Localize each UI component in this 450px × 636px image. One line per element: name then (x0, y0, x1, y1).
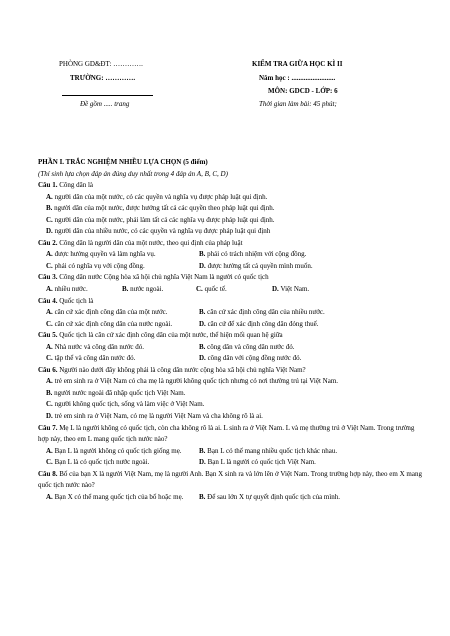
option-1b[interactable] (38, 203, 426, 215)
option-label: C. (46, 400, 53, 409)
subject-label: MÔN: GDCD - LỚP: 6 (268, 87, 338, 95)
question-4 (38, 296, 426, 308)
exam-title: KIỂM TRA GIỮA HỌC KÌ II (252, 60, 343, 68)
option-text: nước ngoài. (130, 285, 164, 294)
options-2 (38, 249, 426, 272)
option-text: Để sau lớn X tự quyết định quốc tịch của mình. (207, 492, 341, 501)
option-6c[interactable] (38, 399, 426, 411)
option-text: trẻ em sinh ra ở Việt Nam, có mẹ là người Việt Nam và cha không rõ là ai. (54, 412, 263, 421)
question-2 (38, 238, 426, 250)
option-text: công dân và công dân nước đó. (207, 342, 295, 351)
option-text: được hưởng quyền và làm nghĩa vụ. (54, 250, 156, 259)
option-7c[interactable] (46, 457, 199, 469)
option-1d[interactable] (38, 226, 426, 238)
option-label: A. (46, 285, 53, 294)
option-text: Nhà nước và công dân nước đó. (54, 342, 145, 351)
page-count-label: Đề gồm ..... trang (80, 100, 130, 108)
option-text: căn cứ xác định công dân của một nước. (54, 308, 168, 317)
option-text: Bạn X có thể mang quốc tịch của bố hoặc mẹ. (54, 492, 184, 501)
option-2a[interactable] (46, 249, 199, 261)
option-5b[interactable] (199, 342, 399, 354)
option-4b[interactable] (199, 307, 399, 319)
options-8 (38, 492, 426, 504)
question-text: Công dân nước Cộng hòa xã hội chủ nghĩa Việt Nam là người có quốc tịch (59, 273, 269, 282)
option-8b[interactable] (199, 492, 399, 504)
option-text: Bạn L là người có quốc tịch Việt Nam. (207, 458, 316, 467)
option-4a[interactable] (46, 307, 199, 319)
option-1c[interactable] (38, 215, 426, 227)
option-3d[interactable] (272, 284, 352, 296)
option-text: tập thể và công dân nước đó. (54, 354, 136, 363)
option-text: Bạn L có thể mang nhiều quốc tịch khác nhau. (207, 446, 338, 455)
time-allowed-label: Thời gian làm bài: 45 phút; (259, 100, 337, 108)
option-text: người dân của một nước, phải làm tất cả các nghĩa vụ được pháp luật qui định. (54, 215, 275, 224)
question-3 (38, 272, 426, 284)
option-3a[interactable] (46, 284, 122, 296)
question-number: Câu 5. (38, 331, 58, 340)
option-7b[interactable] (199, 446, 399, 458)
option-text: căn cứ để xác định công dân đóng thuế. (207, 319, 319, 328)
option-text: phải có nghĩa vụ với cộng đồng. (54, 261, 145, 270)
option-5a[interactable] (46, 342, 199, 354)
option-text: căn cứ xác định công dân của nước ngoài. (54, 319, 173, 328)
education-office-label: PHÒNG GD&ĐT: …………. (59, 60, 143, 68)
question-number: Câu 6. (38, 365, 58, 374)
question-text: Quốc tịch là (59, 296, 94, 305)
option-label: A. (46, 250, 53, 259)
option-text: căn cứ xác định công dân của nhiều nước. (207, 308, 325, 317)
question-number: Câu 8. (38, 469, 58, 478)
option-text: người dân của một nước, có các quyền và nghĩa vụ được pháp luật qui định. (54, 192, 268, 201)
option-text: công dân với cộng đồng nước đó. (207, 354, 302, 363)
option-label: A. (46, 492, 53, 501)
question-text: Công dân là người dân của một nước, theo qui định của pháp luật (59, 238, 243, 247)
question-text: Mẹ L là người không có quốc tịch, còn cha không rõ là ai. L sinh ra ở Việt Nam. L và mẹ thường trú ở Việt Nam. Trong trường hợp này, theo em L mang quốc tịch nước nào? (38, 423, 415, 444)
option-label: A. (46, 342, 53, 351)
option-text: Bạn L là người không có quốc tịch giống mẹ. (54, 446, 182, 455)
option-label: C. (196, 285, 203, 294)
option-text: Việt Nam. (280, 285, 310, 294)
header-left-rule (62, 95, 153, 96)
options-3 (38, 284, 426, 296)
option-label: C. (46, 319, 53, 328)
question-text: Người nào dưới đây không phải là công dân nước cộng hòa xã hội chủ nghĩa Việt Nam? (59, 365, 306, 374)
question-1 (38, 180, 426, 192)
option-text: người nước ngoài đã nhập quốc tịch Việt Nam. (54, 388, 186, 397)
options-5 (38, 342, 426, 365)
option-label: A. (46, 446, 53, 455)
question-number: Câu 4. (38, 296, 58, 305)
question-number: Câu 2. (38, 238, 58, 247)
option-label: B. (46, 204, 53, 213)
option-2b[interactable] (199, 249, 399, 261)
exam-body (38, 157, 426, 503)
question-number: Câu 3. (38, 273, 58, 282)
option-4d[interactable] (199, 319, 399, 331)
option-label: D. (46, 227, 53, 236)
option-2d[interactable] (199, 261, 399, 273)
option-label: D. (199, 354, 206, 363)
option-6a[interactable] (38, 376, 426, 388)
option-text: Bạn L là có quốc tịch nước ngoài. (54, 458, 150, 467)
option-text: người không quốc tịch, sống và làm việc ở Việt Nam. (54, 400, 205, 409)
school-label: TRƯỜNG: …………. (70, 74, 136, 82)
option-6d[interactable] (38, 411, 426, 423)
option-text: quốc tế. (204, 285, 227, 294)
option-label: B. (46, 388, 53, 397)
option-label: A. (46, 192, 53, 201)
option-label: D. (199, 261, 206, 270)
option-label: A. (46, 377, 53, 386)
option-label: D. (199, 458, 206, 467)
option-text: trẻ em sinh ra ở Việt Nam có cha mẹ là người không quốc tịch nhưng có nơi thường trú tại Việt Nam. (54, 377, 339, 386)
option-8a[interactable] (46, 492, 199, 504)
option-7d[interactable] (199, 457, 399, 469)
option-label: B. (199, 492, 206, 501)
option-label: D. (199, 319, 206, 328)
option-label: B. (199, 446, 206, 455)
question-number: Câu 1. (38, 181, 58, 190)
option-label: B. (199, 308, 206, 317)
option-5d[interactable] (199, 353, 399, 365)
option-5c[interactable] (46, 353, 199, 365)
question-number: Câu 7. (38, 423, 58, 432)
option-label: A. (46, 308, 53, 317)
option-7a[interactable] (46, 446, 199, 458)
option-text: người dân của một nước, được hưởng tất cả các quyền theo pháp luật qui định. (54, 204, 275, 213)
part-title: PHẦN I. TRẮC NGHIỆM NHIỀU LỰA CHỌN (5 điểm) (38, 158, 208, 166)
options-4 (38, 307, 426, 330)
option-label: B. (122, 285, 129, 294)
question-text: Quốc tịch là căn cứ xác định công dân của một nước, thể hiện mối quan hệ giữa (59, 331, 283, 340)
option-label: C. (46, 215, 53, 224)
option-text: nhiều nước. (54, 285, 88, 294)
question-text: Bố của bạn X là người Việt Nam, mẹ là người Anh. Bạn X sinh ra và lớn lên ở Việt Nam. Trong trường hợp này, theo em X mang quốc tịch nước nào? (38, 469, 422, 490)
option-2c[interactable] (46, 261, 199, 273)
option-text: người dân của nhiều nước, có các quyền và nghĩa vụ được pháp luật qui định (54, 227, 271, 236)
option-4c[interactable] (46, 319, 199, 331)
option-3b[interactable] (122, 284, 196, 296)
option-3c[interactable] (196, 284, 272, 296)
school-year-label: Năm học : ......................... (259, 74, 336, 82)
question-8 (38, 469, 426, 492)
option-1a[interactable] (38, 192, 426, 204)
option-label: C. (46, 261, 53, 270)
option-label: D. (272, 285, 279, 294)
option-text: phải có trách nhiệm với cộng đồng. (207, 250, 307, 259)
option-label: D. (46, 412, 53, 421)
option-label: B. (199, 342, 206, 351)
options-7 (38, 446, 426, 469)
option-6b[interactable] (38, 388, 426, 400)
option-label: C. (46, 458, 53, 467)
question-5 (38, 330, 426, 342)
option-text: được hưởng tất cả quyền mình muốn. (207, 261, 313, 270)
option-label: C. (46, 354, 53, 363)
part-instruction: (Thí sinh lựa chọn đáp án đúng duy nhất trong 4 đáp án A, B, C, D) (38, 169, 228, 178)
question-7 (38, 423, 426, 446)
question-text: Công dân là (59, 181, 94, 190)
question-6 (38, 365, 426, 377)
option-label: B. (199, 250, 206, 259)
